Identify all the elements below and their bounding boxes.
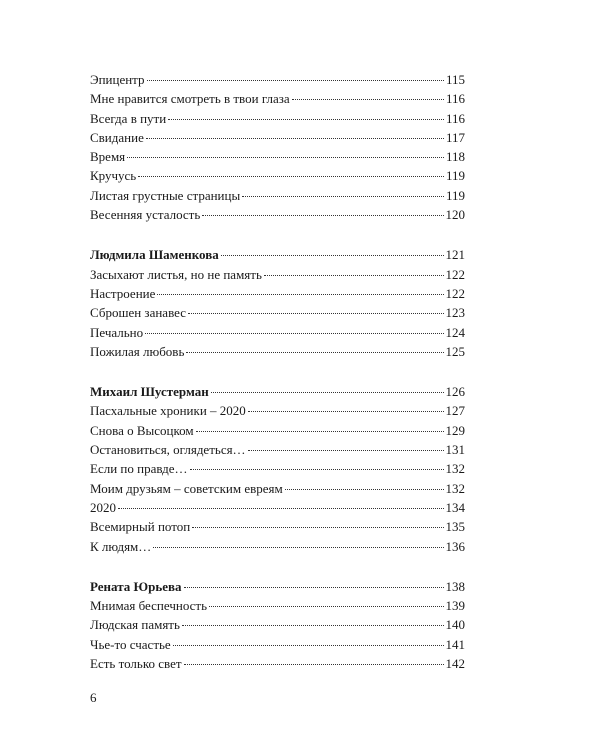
toc-entry-title: Листая грустные страницы: [90, 187, 241, 203]
author-name: Людмила Шаменкова: [90, 247, 219, 263]
toc-entry-page: 138: [445, 578, 465, 594]
toc-entry-page: 134: [445, 499, 465, 515]
toc-entry: [90, 440, 465, 459]
dot-leader: [146, 138, 444, 139]
toc-entry-title: Всемирный потоп: [90, 519, 191, 535]
toc-entry-page: 142: [445, 656, 465, 672]
toc-entry-page: 117: [445, 129, 465, 145]
toc-entry: [90, 303, 465, 322]
toc-entry: [90, 89, 465, 108]
toc-entry: [90, 401, 465, 420]
toc-entry: [90, 537, 465, 556]
dot-leader: [248, 450, 444, 451]
toc-entry: [90, 284, 465, 303]
dot-leader: [138, 176, 444, 177]
toc-entry: [90, 596, 465, 615]
toc-section: [90, 70, 465, 224]
toc-entry-page: 116: [445, 110, 465, 126]
author-name: Михаил Шустерман: [90, 384, 209, 400]
toc-entry-page: 140: [445, 617, 465, 633]
toc-entry-title: Пасхальные хроники – 2020: [90, 403, 246, 419]
toc-entry: [90, 265, 465, 284]
dot-leader: [192, 527, 443, 528]
dot-leader: [188, 313, 444, 314]
toc-entry-title: Снова о Высоцком: [90, 422, 194, 438]
toc-entry: [90, 128, 465, 147]
toc-entry: [90, 635, 465, 654]
toc-entry-page: 123: [445, 305, 465, 321]
toc-entry: [90, 498, 465, 517]
toc-entry-page: 118: [445, 149, 465, 165]
toc-entry-page: 129: [445, 422, 465, 438]
toc-entry: [90, 479, 465, 498]
dot-leader: [157, 294, 443, 295]
toc-entry-title: К людям…: [90, 538, 152, 554]
toc-entry-page: 122: [445, 285, 465, 301]
dot-leader: [221, 255, 444, 256]
toc-entry-page: 119: [445, 168, 465, 184]
toc-entry-title: Печально: [90, 324, 144, 340]
toc-entry-page: 135: [445, 519, 465, 535]
toc-entry: [90, 186, 465, 205]
toc-entry: [90, 342, 465, 361]
toc-entry: [90, 70, 465, 89]
toc-entry-page: 125: [445, 343, 465, 359]
toc-entry-title: Мнимая беспечность: [90, 598, 208, 614]
toc-entry-title: Есть только свет: [90, 656, 182, 672]
dot-leader: [202, 215, 443, 216]
toc-entry-page: 132: [445, 480, 465, 496]
toc-entry-title: Людская память: [90, 617, 180, 633]
toc-section: [90, 577, 465, 673]
toc-author-entry: [90, 245, 465, 264]
dot-leader: [145, 333, 443, 334]
toc-entry-page: 121: [445, 247, 465, 263]
dot-leader: [147, 80, 444, 81]
toc-entry: [90, 147, 465, 166]
toc-entry-title: Свидание: [90, 129, 144, 145]
table-of-contents: [90, 70, 465, 673]
toc-entry: [90, 517, 465, 536]
toc-entry-page: 120: [445, 207, 465, 223]
toc-entry-title: Если по правде…: [90, 461, 188, 477]
toc-entry: [90, 654, 465, 673]
toc-entry: [90, 323, 465, 342]
dot-leader: [211, 392, 444, 393]
dot-leader: [285, 489, 444, 490]
dot-leader: [292, 99, 444, 100]
toc-entry-title: Сброшен занавес: [90, 305, 186, 321]
dot-leader: [153, 547, 443, 548]
toc-entry: [90, 109, 465, 128]
toc-section: [90, 245, 465, 361]
toc-entry-title: Чье-то счастье: [90, 636, 171, 652]
toc-section: [90, 382, 465, 556]
dot-leader: [173, 645, 444, 646]
toc-author-entry: [90, 577, 465, 596]
page-number: 6: [90, 690, 97, 705]
dot-leader: [248, 411, 444, 412]
dot-leader: [242, 196, 444, 197]
author-name: Рената Юрьева: [90, 578, 182, 594]
toc-entry-page: 119: [445, 187, 465, 203]
toc-entry-title: 2020: [90, 499, 116, 515]
toc-entry: [90, 205, 465, 224]
toc-entry-page: 127: [445, 403, 465, 419]
toc-entry-page: 139: [445, 598, 465, 614]
dot-leader: [190, 469, 444, 470]
toc-entry-title: Кручусь: [90, 168, 137, 184]
toc-entry-page: 126: [445, 384, 465, 400]
dot-leader: [118, 508, 444, 509]
dot-leader: [209, 606, 443, 607]
dot-leader: [196, 431, 444, 432]
dot-leader: [186, 352, 443, 353]
toc-entry-title: Время: [90, 149, 126, 165]
toc-entry-title: Весенняя усталость: [90, 207, 201, 223]
toc-entry: [90, 615, 465, 634]
toc-entry-title: Остановиться, оглядеться…: [90, 442, 246, 458]
toc-author-entry: [90, 382, 465, 401]
toc-entry-title: Всегда в пути: [90, 110, 167, 126]
toc-entry-page: 122: [445, 266, 465, 282]
toc-entry-title: Пожилая любовь: [90, 343, 185, 359]
toc-entry-title: Засыхают листья, но не память: [90, 266, 262, 282]
toc-entry: [90, 166, 465, 185]
toc-entry-title: Настроение: [90, 285, 156, 301]
dot-leader: [184, 587, 444, 588]
toc-entry-page: 141: [445, 636, 465, 652]
toc-entry-page: 131: [445, 442, 465, 458]
toc-entry-title: Мне нравится смотреть в твои глаза: [90, 91, 290, 107]
toc-entry-page: 132: [445, 461, 465, 477]
dot-leader: [264, 275, 444, 276]
toc-entry: [90, 421, 465, 440]
dot-leader: [184, 664, 444, 665]
toc-entry-title: Эпицентр: [90, 72, 145, 87]
toc-entry: [90, 459, 465, 478]
toc-entry-page: 136: [445, 538, 465, 554]
toc-entry-title: Моим друзьям – советским евреям: [90, 480, 283, 496]
dot-leader: [182, 625, 444, 626]
dot-leader: [127, 157, 444, 158]
toc-entry-page: 116: [445, 91, 465, 107]
dot-leader: [168, 119, 444, 120]
toc-entry-page: 124: [445, 324, 465, 340]
toc-entry-page: 115: [445, 72, 465, 87]
